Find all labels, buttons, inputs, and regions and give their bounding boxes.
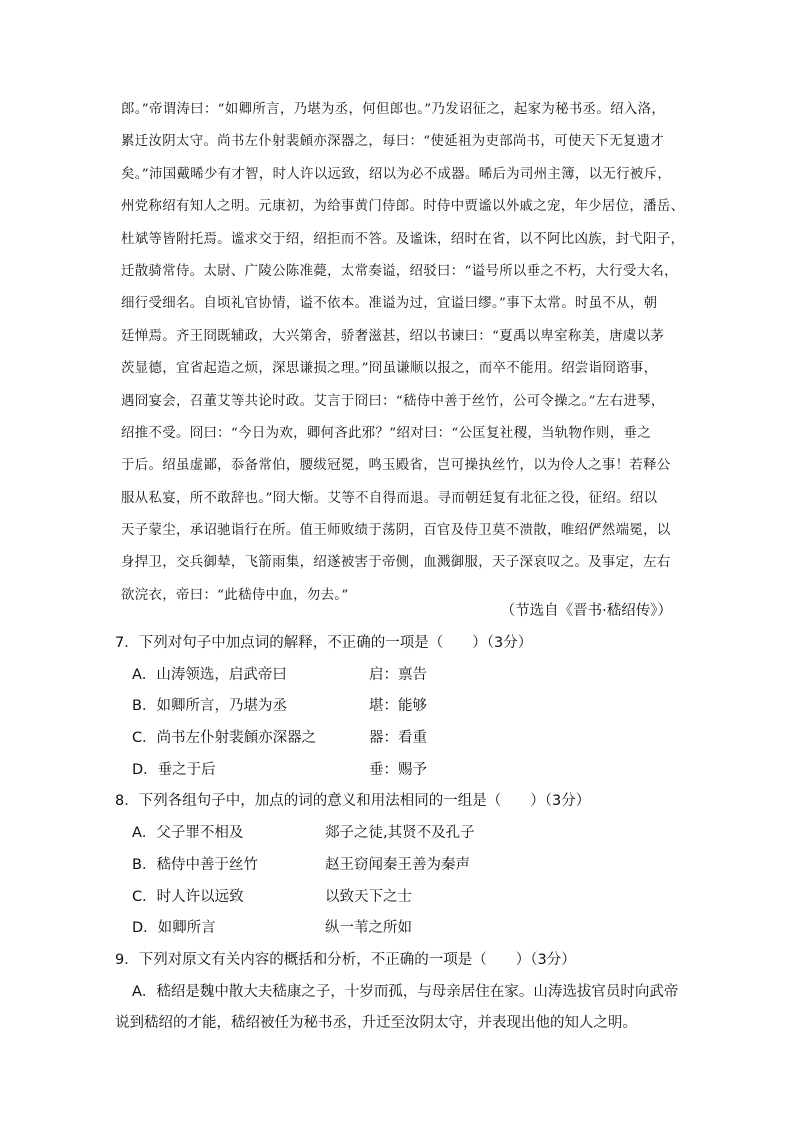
- passage-line: 细行受细名。自顷礼官协情，谥不依本。准谥为过，宜谥曰缪。”事下太常。时虽不从，朝: [121, 296, 658, 312]
- q7-stem: 7．下列对句子中加点词的解释，不正确的一项是（ ）（3分）: [115, 635, 533, 651]
- passage-line: 郎。”帝谓涛曰：“如卿所言，乃堪为丞，何但郎也。”乃发诏征之，起家为秘书丞。绍入洛，: [121, 102, 666, 117]
- passage-line: 身捍卫，交兵御辇，飞箭雨集，绍遂被害于帝侧，血溅御服，天子深哀叹之。及事定，左右: [121, 555, 671, 571]
- q8-option-b: B．嵇侍中善于丝竹 赵王窃闻秦王善为秦声: [132, 856, 470, 873]
- passage-line: 廷惮焉。齐王冏既辅政，大兴第舍，骄奢滋甚，绍以书谏曰：“夏禹以卑室称美，唐虞以茅: [121, 328, 665, 344]
- passage: [121, 94, 685, 612]
- q7-option-b: B．如卿所言，乃堪为丞 堪：能够: [132, 698, 427, 715]
- passage-line: 绍推不受。冏曰：“今日为欢，卿何吝此邪？”绍对曰：“公匡复社稷，当轨物作则，垂之: [121, 425, 651, 441]
- passage-line: 迁散骑常侍。太尉、广陵公陈准薨，太常奏谥，绍驳曰：“谥号所以垂之不朽，大行受大名，: [121, 263, 678, 279]
- q7-option-d: D．垂之于后 垂：赐予: [132, 761, 427, 778]
- q9-option-a: A．嵇绍是魏中散大夫嵇康之子，十岁而孤，与母亲居住在家。山涛选拔官员时向武帝说到嵇绍的才能，嵇绍被任为秘书丞，升迁至汝阴太守，并表现出他的知人之明。: [115, 983, 679, 1032]
- q8-option-d: D．如卿所言 纵一苇之所如: [132, 920, 412, 937]
- q8-option-a: A．父子罪不相及 郯子之徒,其贤不及孔子: [132, 825, 475, 842]
- q7-option-a: A．山涛领选，启武帝曰 启：禀告: [132, 666, 427, 683]
- passage-line: 茨显德，宜省起造之烦，深思谦损之理。”冏虽谦顺以报之，而卒不能用。绍尝诣冏谘事，: [121, 361, 658, 377]
- q8-stem: 8．下列各组句子中，加点的词的意义和用法相同的一组是（ ）（3分）: [115, 793, 591, 810]
- passage-line: 遇冏宴会，召董艾等共论时政。艾言于冏曰：“嵇侍中善于丝竹，公可令操之。”左右进琴，: [121, 393, 665, 409]
- passage-line: 矣。”沛国戴晞少有才智，时人许以远致，绍以为必不成器。晞后为司州主簿，以无行被斥，: [121, 166, 672, 182]
- passage-line: 州党称绍有知人之明。元康初，为给事黄门侍郎。时侍中贾谧以外戚之宠，年少居位，潘岳、: [121, 199, 685, 215]
- q9-stem: 9．下列对原文有关内容的概括和分析，不正确的一项是（ ）（3分）: [115, 951, 576, 968]
- questions: [115, 628, 685, 1040]
- source-citation: （节选自《晋书·嵇绍传》）: [500, 603, 672, 619]
- passage-line: 杜斌等皆附托焉。谧求交于绍，绍拒而不答。及谧诛，绍时在省，以不阿比凶族，封弋阳子，: [121, 231, 685, 247]
- q7-option-c: C．尚书左仆射裴頠亦深器之 器：看重: [132, 730, 427, 747]
- passage-line: 累迁汝阴太守。尚书左仆射裴頠亦深器之，每曰：“使延祖为吏部尚书，可使天下无复遗才: [121, 134, 665, 150]
- passage-line: 服从私宴，所不敢辞也。”冏大惭。艾等不自得而退。寻而朝廷复有北征之役，征绍。绍以: [121, 490, 658, 506]
- passage-line: 于后。绍虽虚鄙，忝备常伯，腰绂冠冕，鸣玉殿省，岂可操执丝竹，以为伶人之事！若释公: [121, 458, 671, 474]
- passage-line: 天子蒙尘，承诏驰诣行在所。值王师败绩于荡阴，百官及侍卫莫不溃散，唯绍俨然端冕，以: [121, 523, 671, 539]
- q8-option-c: C．时人许以远致 以致天下之士: [132, 888, 412, 905]
- passage-line: 欲浣衣，帝曰：“此嵇侍中血，勿去。”: [121, 587, 349, 603]
